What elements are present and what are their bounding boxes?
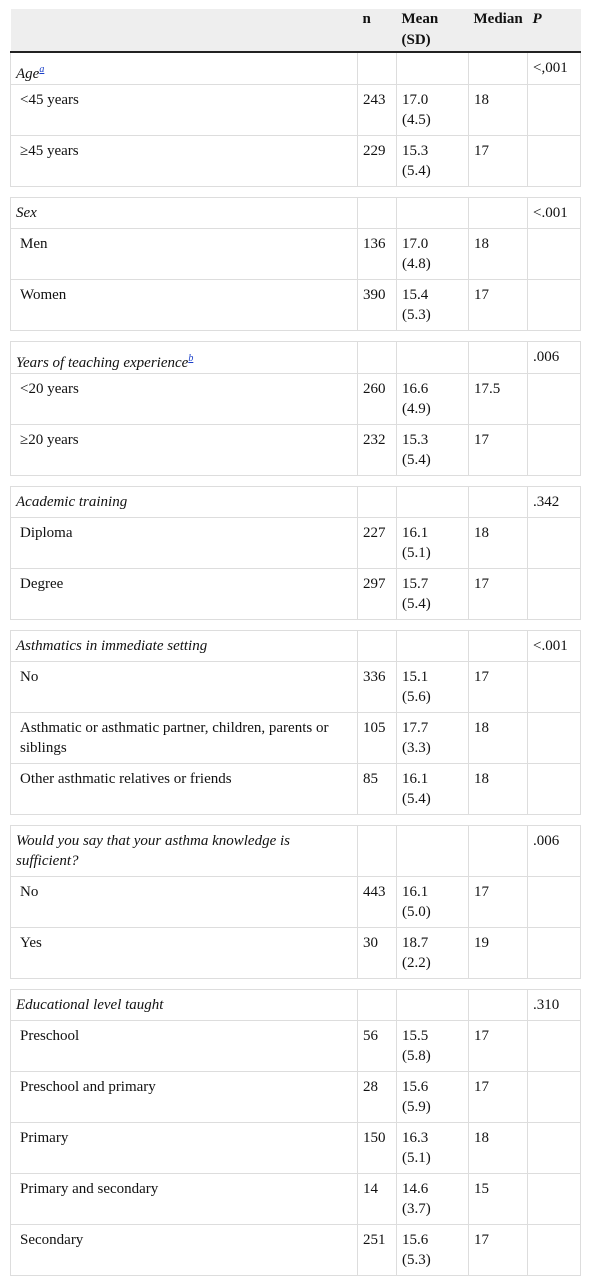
p-value: <.001 xyxy=(528,631,581,662)
empty-cell xyxy=(469,198,528,229)
n-value: 14 xyxy=(358,1174,397,1225)
row-label: <45 years xyxy=(11,85,358,136)
p-value: <.001 xyxy=(528,198,581,229)
spacer-cell xyxy=(469,979,528,990)
p-empty-cell xyxy=(528,1123,581,1174)
group-label: Sex xyxy=(16,205,37,221)
group-spacer xyxy=(11,331,581,342)
sd-value: (5.4) xyxy=(402,452,431,468)
sd-value: (3.3) xyxy=(402,740,431,756)
spacer-cell xyxy=(397,476,469,487)
spacer-cell xyxy=(397,187,469,198)
spacer-cell xyxy=(358,620,397,631)
spacer-cell xyxy=(528,620,581,631)
group-spacer xyxy=(11,815,581,826)
median-value: 17 xyxy=(469,569,528,620)
median-value: 17 xyxy=(469,877,528,928)
median-value: 15 xyxy=(469,1174,528,1225)
mean-value: 15.3 xyxy=(402,143,429,159)
footnote-link[interactable]: b xyxy=(188,353,194,364)
median-value: 17 xyxy=(469,1072,528,1123)
group-label: Would you say that your asthma knowledge is sufficient? xyxy=(16,833,291,869)
median-value: 18 xyxy=(469,518,528,569)
median-value: 18 xyxy=(469,229,528,280)
empty-cell xyxy=(469,990,528,1021)
empty-cell xyxy=(358,342,397,374)
group-header-row xyxy=(11,826,581,877)
empty-cell xyxy=(358,990,397,1021)
row-label: Men xyxy=(11,229,358,280)
p-empty-cell xyxy=(528,569,581,620)
p-empty-cell xyxy=(528,877,581,928)
sd-value: (5.3) xyxy=(402,1252,431,1268)
group-label: Asthmatics in immediate setting xyxy=(16,638,208,654)
empty-cell xyxy=(397,631,469,662)
n-value: 136 xyxy=(358,229,397,280)
empty-cell xyxy=(397,52,469,85)
median-value: 18 xyxy=(469,85,528,136)
spacer-cell xyxy=(358,815,397,826)
table-body xyxy=(11,52,581,1276)
mean-value: 15.5 xyxy=(402,1028,429,1044)
table-row xyxy=(11,713,581,764)
median-value: 17.5 xyxy=(469,374,528,425)
mean-value: 15.7 xyxy=(402,576,429,592)
header-label xyxy=(11,9,358,52)
empty-cell xyxy=(469,487,528,518)
table-row xyxy=(11,1225,581,1276)
sd-value: (5.4) xyxy=(402,791,431,807)
group-spacer xyxy=(11,620,581,631)
spacer-cell xyxy=(397,331,469,342)
row-label: No xyxy=(11,662,358,713)
mean-sd-cell xyxy=(397,229,469,280)
group-label-cell xyxy=(11,990,358,1021)
p-value: .310 xyxy=(528,990,581,1021)
sd-value: (5.4) xyxy=(402,163,431,179)
n-value: 260 xyxy=(358,374,397,425)
mean-value: 16.1 xyxy=(402,771,429,787)
spacer-cell xyxy=(469,476,528,487)
row-label: Primary and secondary xyxy=(11,1174,358,1225)
p-empty-cell xyxy=(528,136,581,187)
n-value: 243 xyxy=(358,85,397,136)
table-row xyxy=(11,85,581,136)
sd-value: (5.8) xyxy=(402,1048,431,1064)
empty-cell xyxy=(469,342,528,374)
table-row xyxy=(11,518,581,569)
p-empty-cell xyxy=(528,280,581,331)
empty-cell xyxy=(469,52,528,85)
results-table xyxy=(10,9,581,1276)
spacer-cell xyxy=(11,331,358,342)
table-row xyxy=(11,374,581,425)
footnote-link[interactable]: a xyxy=(39,64,45,75)
mean-value: 15.6 xyxy=(402,1232,429,1248)
row-label: ≥20 years xyxy=(11,425,358,476)
spacer-cell xyxy=(469,815,528,826)
group-label-cell xyxy=(11,487,358,518)
mean-sd-cell xyxy=(397,374,469,425)
n-value: 105 xyxy=(358,713,397,764)
spacer-cell xyxy=(528,979,581,990)
sd-value: (5.4) xyxy=(402,596,431,612)
empty-cell xyxy=(358,198,397,229)
table-row xyxy=(11,1021,581,1072)
group-header-row xyxy=(11,52,581,85)
median-value: 17 xyxy=(469,1225,528,1276)
table-row xyxy=(11,764,581,815)
group-header-row xyxy=(11,990,581,1021)
n-value: 297 xyxy=(358,569,397,620)
median-value: 17 xyxy=(469,425,528,476)
mean-value: 16.3 xyxy=(402,1130,429,1146)
empty-cell xyxy=(397,990,469,1021)
spacer-cell xyxy=(528,187,581,198)
mean-value: 15.6 xyxy=(402,1079,429,1095)
p-value: .006 xyxy=(528,826,581,877)
n-value: 30 xyxy=(358,928,397,979)
header-p: P xyxy=(528,9,581,52)
group-header-row xyxy=(11,342,581,374)
table-row xyxy=(11,569,581,620)
p-empty-cell xyxy=(528,425,581,476)
row-label: <20 years xyxy=(11,374,358,425)
empty-cell xyxy=(358,487,397,518)
p-empty-cell xyxy=(528,1072,581,1123)
empty-cell xyxy=(397,342,469,374)
p-empty-cell xyxy=(528,662,581,713)
p-empty-cell xyxy=(528,1225,581,1276)
mean-sd-cell xyxy=(397,877,469,928)
n-value: 229 xyxy=(358,136,397,187)
group-label-cell xyxy=(11,342,358,374)
mean-value: 17.7 xyxy=(402,720,429,736)
spacer-cell xyxy=(469,620,528,631)
n-value: 251 xyxy=(358,1225,397,1276)
spacer-cell xyxy=(528,815,581,826)
table-row xyxy=(11,136,581,187)
mean-sd-cell xyxy=(397,1072,469,1123)
mean-sd-cell xyxy=(397,1174,469,1225)
mean-sd-cell xyxy=(397,662,469,713)
table-row xyxy=(11,425,581,476)
sd-value: (5.0) xyxy=(402,904,431,920)
n-value: 28 xyxy=(358,1072,397,1123)
row-label: Preschool and primary xyxy=(11,1072,358,1123)
empty-cell xyxy=(358,631,397,662)
median-value: 17 xyxy=(469,1021,528,1072)
spacer-cell xyxy=(11,979,358,990)
group-header-row xyxy=(11,198,581,229)
empty-cell xyxy=(469,826,528,877)
mean-sd-cell xyxy=(397,425,469,476)
spacer-cell xyxy=(11,187,358,198)
empty-cell xyxy=(358,52,397,85)
mean-sd-cell xyxy=(397,1123,469,1174)
p-value: <,001 xyxy=(528,52,581,85)
n-value: 56 xyxy=(358,1021,397,1072)
p-value: .342 xyxy=(528,487,581,518)
p-empty-cell xyxy=(528,764,581,815)
table-row xyxy=(11,1123,581,1174)
table-header-row xyxy=(11,9,581,52)
n-value: 85 xyxy=(358,764,397,815)
empty-cell xyxy=(358,826,397,877)
spacer-cell xyxy=(11,620,358,631)
mean-sd-cell xyxy=(397,136,469,187)
median-value: 18 xyxy=(469,713,528,764)
mean-value: 16.1 xyxy=(402,884,429,900)
mean-value: 14.6 xyxy=(402,1181,429,1197)
spacer-cell xyxy=(358,476,397,487)
group-header-row xyxy=(11,631,581,662)
empty-cell xyxy=(397,826,469,877)
empty-cell xyxy=(397,487,469,518)
mean-sd-cell xyxy=(397,518,469,569)
table-row xyxy=(11,662,581,713)
row-label: Preschool xyxy=(11,1021,358,1072)
sd-value: (5.6) xyxy=(402,689,431,705)
spacer-cell xyxy=(397,620,469,631)
spacer-cell xyxy=(397,979,469,990)
p-empty-cell xyxy=(528,229,581,280)
table-row xyxy=(11,928,581,979)
spacer-cell xyxy=(358,187,397,198)
sd-value: (4.9) xyxy=(402,401,431,417)
mean-value: 15.4 xyxy=(402,287,429,303)
n-value: 390 xyxy=(358,280,397,331)
table-row xyxy=(11,1174,581,1225)
mean-sd-cell xyxy=(397,569,469,620)
sd-value: (3.7) xyxy=(402,1201,431,1217)
median-value: 19 xyxy=(469,928,528,979)
spacer-cell xyxy=(528,476,581,487)
group-label-cell xyxy=(11,631,358,662)
spacer-cell xyxy=(397,815,469,826)
group-label: Educational level taught xyxy=(16,997,164,1013)
row-label: ≥45 years xyxy=(11,136,358,187)
spacer-cell xyxy=(358,331,397,342)
sd-value: (4.8) xyxy=(402,256,431,272)
sd-value: (5.1) xyxy=(402,545,431,561)
median-value: 17 xyxy=(469,280,528,331)
row-label: Women xyxy=(11,280,358,331)
mean-sd-cell xyxy=(397,85,469,136)
table-row xyxy=(11,229,581,280)
mean-sd-cell xyxy=(397,1225,469,1276)
spacer-cell xyxy=(528,331,581,342)
group-label-cell xyxy=(11,198,358,229)
group-spacer xyxy=(11,476,581,487)
p-value: .006 xyxy=(528,342,581,374)
mean-value: 18.7 xyxy=(402,935,429,951)
n-value: 150 xyxy=(358,1123,397,1174)
mean-value: 16.1 xyxy=(402,525,429,541)
mean-value: 15.3 xyxy=(402,432,429,448)
group-label: Academic training xyxy=(16,494,128,510)
group-label: Age xyxy=(16,66,40,82)
spacer-cell xyxy=(11,476,358,487)
sd-value: (5.9) xyxy=(402,1099,431,1115)
sd-value: (5.1) xyxy=(402,1150,431,1166)
median-value: 17 xyxy=(469,136,528,187)
table-row xyxy=(11,280,581,331)
mean-sd-cell xyxy=(397,1021,469,1072)
mean-value: 17.0 xyxy=(402,236,429,252)
spacer-cell xyxy=(469,187,528,198)
group-spacer xyxy=(11,979,581,990)
header-mean-sd: Mean (SD) xyxy=(397,9,469,52)
row-label: Asthmatic or asthmatic partner, children, parents or siblings xyxy=(11,713,358,764)
header-median: Median xyxy=(469,9,528,52)
group-spacer xyxy=(11,187,581,198)
p-empty-cell xyxy=(528,1174,581,1225)
p-empty-cell xyxy=(528,85,581,136)
table-row xyxy=(11,1072,581,1123)
n-value: 232 xyxy=(358,425,397,476)
median-value: 18 xyxy=(469,1123,528,1174)
row-label: Other asthmatic relatives or friends xyxy=(11,764,358,815)
header-n: n xyxy=(358,9,397,52)
n-value: 443 xyxy=(358,877,397,928)
row-label: Secondary xyxy=(11,1225,358,1276)
row-label: Diploma xyxy=(11,518,358,569)
p-empty-cell xyxy=(528,713,581,764)
sd-value: (5.3) xyxy=(402,307,431,323)
median-value: 17 xyxy=(469,662,528,713)
sd-value: (2.2) xyxy=(402,955,431,971)
mean-sd-cell xyxy=(397,713,469,764)
mean-value: 15.1 xyxy=(402,669,429,685)
spacer-cell xyxy=(11,815,358,826)
mean-sd-cell xyxy=(397,928,469,979)
row-label: No xyxy=(11,877,358,928)
group-label-cell xyxy=(11,52,358,85)
empty-cell xyxy=(397,198,469,229)
n-value: 227 xyxy=(358,518,397,569)
sd-value: (4.5) xyxy=(402,112,431,128)
mean-sd-cell xyxy=(397,764,469,815)
empty-cell xyxy=(469,631,528,662)
row-label: Yes xyxy=(11,928,358,979)
group-label-cell xyxy=(11,826,358,877)
p-empty-cell xyxy=(528,518,581,569)
mean-sd-cell xyxy=(397,280,469,331)
mean-value: 17.0 xyxy=(402,92,429,108)
spacer-cell xyxy=(358,979,397,990)
row-label: Degree xyxy=(11,569,358,620)
p-empty-cell xyxy=(528,928,581,979)
group-label: Years of teaching experience xyxy=(16,355,189,371)
spacer-cell xyxy=(469,331,528,342)
median-value: 18 xyxy=(469,764,528,815)
p-empty-cell xyxy=(528,374,581,425)
mean-value: 16.6 xyxy=(402,381,429,397)
n-value: 336 xyxy=(358,662,397,713)
p-empty-cell xyxy=(528,1021,581,1072)
table-row xyxy=(11,877,581,928)
group-header-row xyxy=(11,487,581,518)
row-label: Primary xyxy=(11,1123,358,1174)
